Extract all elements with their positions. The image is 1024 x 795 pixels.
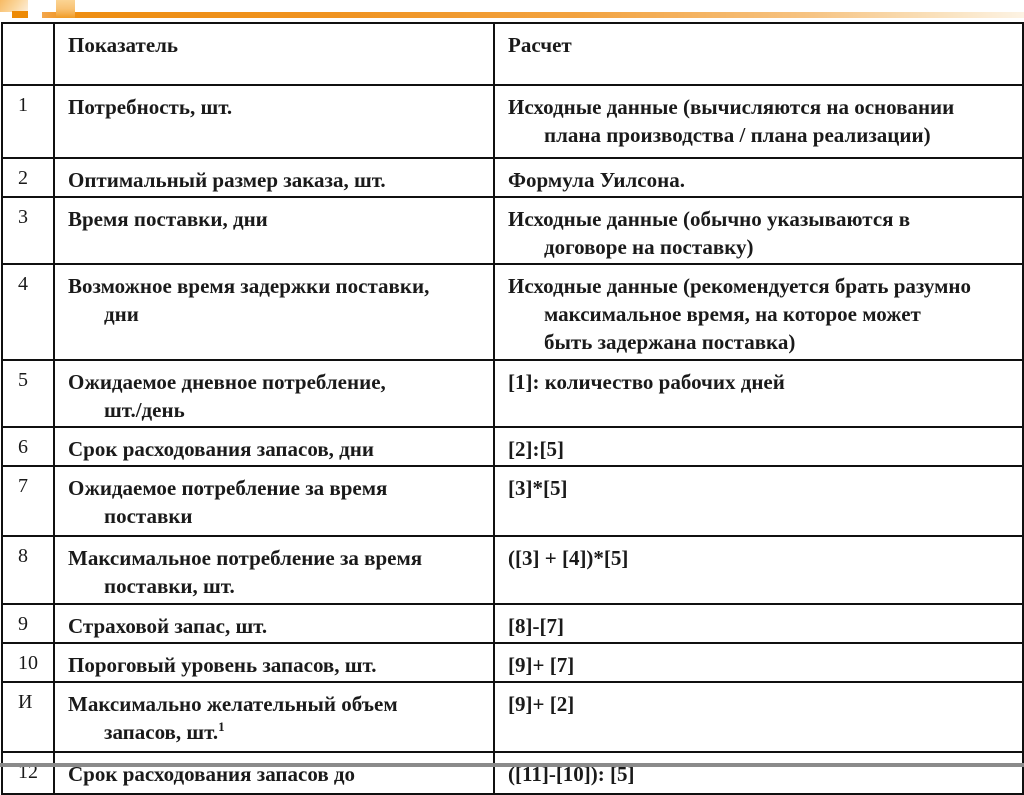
row-number: 4 [2,264,54,360]
indicator-cell [54,427,494,466]
table-row [2,466,1023,536]
header-indicator-label: Показатель [68,31,485,59]
slide-bottom-edge [0,763,1024,767]
indicator-cell [54,264,494,360]
cell-line: Возможное время задержки поставки, [68,272,485,300]
calculation-cell [494,427,1023,466]
table-row [2,427,1023,466]
table-row [2,643,1023,682]
cell-line: Ожидаемое дневное потребление, [68,368,485,396]
cell-line: шт./день [68,396,485,424]
calculation-cell [494,466,1023,536]
table-row [2,85,1023,158]
cell-line: [9]+ [2] [508,690,1014,718]
cell-line: Исходные данные (обычно указываются в [508,205,1014,233]
calculation-cell [494,264,1023,360]
row-number: 12 [2,752,54,794]
cell-line: Исходные данные (рекомендуется брать разумно [508,272,1014,300]
header-row [2,23,1023,85]
row-number: 1 [2,85,54,158]
footnote-marker: 1 [218,719,225,734]
deco-square-dark [12,11,28,18]
indicator-cell [54,604,494,643]
cell-line: [1]: количество рабочих дней [508,368,1014,396]
row-number: 9 [2,604,54,643]
cell-line: ([11]-[10]): [5] [508,760,1014,788]
cell-line: [3]*[5] [508,474,1014,502]
indicator-cell [54,643,494,682]
table-row [2,682,1023,752]
cell-line: Потребность, шт. [68,93,485,121]
indicator-cell [54,85,494,158]
calculation-cell [494,643,1023,682]
cell-line: Срок расходования запасов, дни [68,435,485,463]
calculation-cell [494,85,1023,158]
cell-line: Время поставки, дни [68,205,485,233]
row-number: 2 [2,158,54,197]
cell-line: Максимально желательный объем [68,690,485,718]
table-row [2,752,1023,794]
row-number: 8 [2,536,54,604]
cell-line: ([3] + [4])*[5] [508,544,1014,572]
header-indicator [54,23,494,85]
indicator-cell [54,360,494,427]
cell-line: дни [68,300,485,328]
indicator-cell [54,466,494,536]
calculation-cell [494,360,1023,427]
cell-line: максимальное время, на которое может [508,300,1014,328]
row-number: 10 [2,643,54,682]
table-row [2,536,1023,604]
cell-line: Страховой запас, шт. [68,612,485,640]
cell-line: поставки [68,502,485,530]
cell-line: Ожидаемое потребление за время [68,474,485,502]
calculation-cell [494,682,1023,752]
row-number: 3 [2,197,54,264]
header-number [2,23,54,85]
calculation-cell [494,752,1023,794]
indicator-cell [54,536,494,604]
calculation-cell [494,158,1023,197]
row-number: 7 [2,466,54,536]
cell-line: поставки, шт. [68,572,485,600]
cell-line: запасов, шт.$^1$ [68,718,485,746]
cell-line: Срок расходования запасов до [68,760,485,788]
indicator-cell [54,158,494,197]
indicator-cell [54,682,494,752]
calculation-cell [494,604,1023,643]
table-row [2,264,1023,360]
cell-line: [9]+ [7] [508,651,1014,679]
cell-line: [8]-[7] [508,612,1014,640]
indicator-cell [54,197,494,264]
cell-line: Пороговый уровень запасов, шт. [68,651,485,679]
header-calculation-label: Расчет [508,31,1014,59]
cell-line: Оптимальный размер заказа, шт. [68,166,485,194]
indicators-table-wrapper [1,22,1022,795]
deco-square-tall [56,0,75,18]
cell-line: [2]:[5] [508,435,1014,463]
table-row [2,604,1023,643]
cell-line: быть задержана поставка) [508,328,1014,356]
indicator-cell [54,752,494,794]
cell-line: Исходные данные (вычисляются на основании [508,93,1014,121]
calculation-cell [494,536,1023,604]
cell-line: договоре на поставку) [508,233,1014,261]
row-number: И [2,682,54,752]
table-row [2,158,1023,197]
header-calculation [494,23,1023,85]
row-number: 6 [2,427,54,466]
table-row [2,197,1023,264]
cell-line: Максимальное потребление за время [68,544,485,572]
cell-line: плана производства / плана реализации) [508,121,1014,149]
top-accent-bar [42,12,1024,18]
cell-line: Формула Уилсона. [508,166,1014,194]
table-row [2,360,1023,427]
row-number: 5 [2,360,54,427]
indicators-table [1,22,1024,795]
calculation-cell [494,197,1023,264]
